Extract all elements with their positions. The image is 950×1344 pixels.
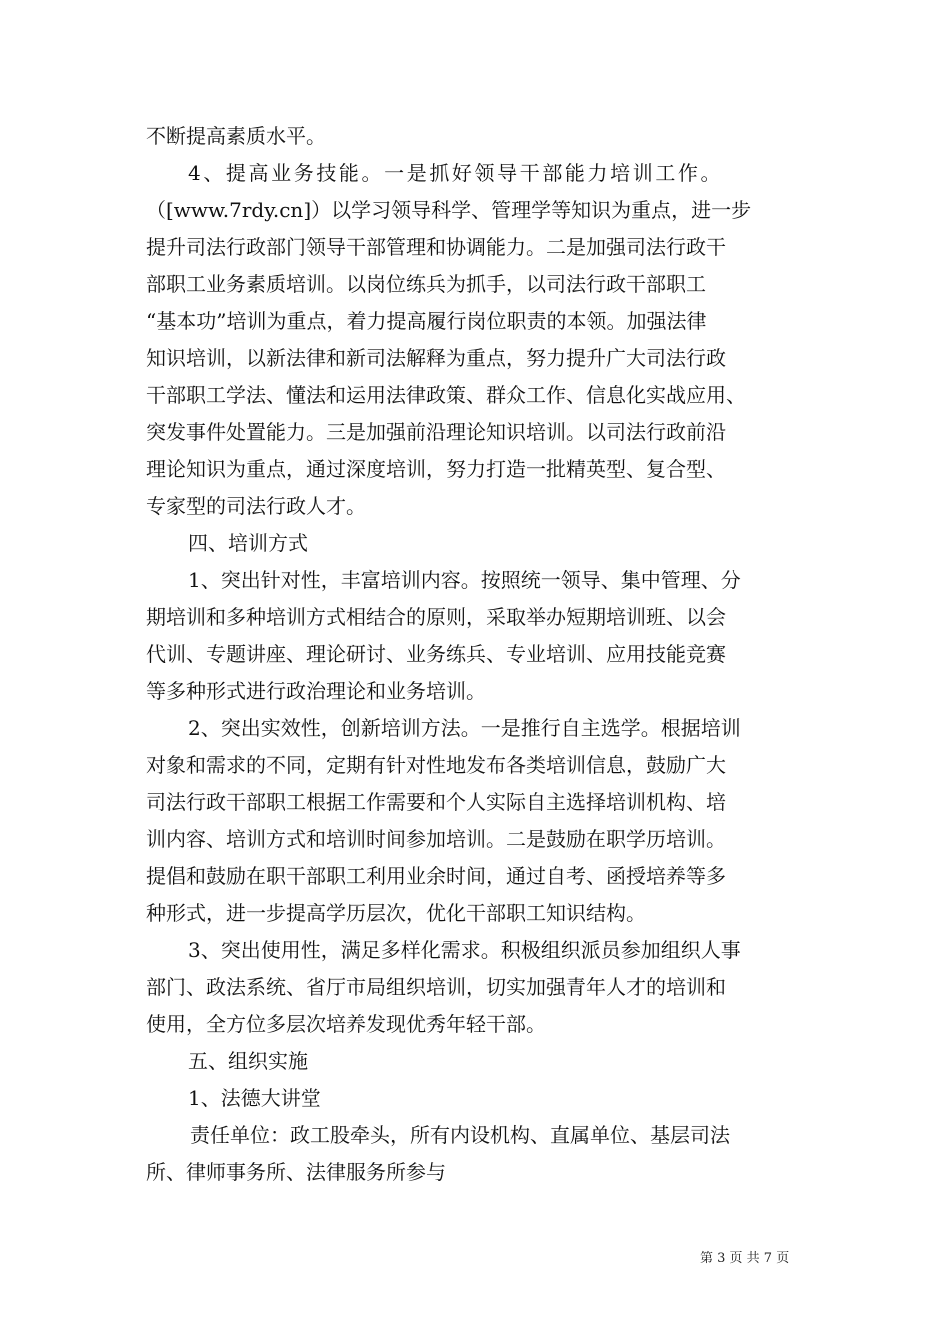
text-line: 理论知识为重点，通过深度培训，努力打造一批精英型、复合型、 xyxy=(146,457,726,481)
text-line: 训内容、培训方式和培训时间参加培训。二是鼓励在职学历培训。 xyxy=(146,827,726,851)
text-line: 部职工业务素质培训。以岗位练兵为抓手，以司法行政干部职工 xyxy=(146,272,706,296)
text-line: 使用，全方位多层次培养发现优秀年轻干部。 xyxy=(146,1012,546,1036)
text-line: 专家型的司法行政人才。 xyxy=(146,494,366,518)
text-line: 4、提高业务技能。一是抓好领导干部能力培训工作。 xyxy=(188,161,724,185)
text-line: 责任单位：政工股牵头，所有内设机构、直属单位、基层司法 xyxy=(190,1123,730,1147)
text-line: 知识培训，以新法律和新司法解释为重点，努力提升广大司法行政 xyxy=(146,346,726,370)
document-body xyxy=(146,118,826,1191)
text-line: 种形式，进一步提高学历层次，优化干部职工知识结构。 xyxy=(146,901,646,925)
section-heading: 五、组织实施 xyxy=(188,1049,308,1073)
text-line: 提升司法行政部门领导干部管理和协调能力。二是加强司法行政干 xyxy=(146,235,726,259)
text-line: 部门、政法系统、省厅市局组织培训，切实加强青年人才的培训和 xyxy=(146,975,726,999)
text-line: 不断提高素质水平。 xyxy=(146,124,326,148)
text-line: 3、突出使用性，满足多样化需求。积极组织派员参加组织人事 xyxy=(188,938,741,962)
text-line: 等多种形式进行政治理论和业务培训。 xyxy=(146,679,486,703)
text-line: 代训、专题讲座、理论研讨、业务练兵、专业培训、应用技能竞赛 xyxy=(146,642,726,666)
text-line: 所、律师事务所、法律服务所参与 xyxy=(146,1160,446,1184)
text-line: 2、突出实效性，创新培训方法。一是推行自主选学。根据培训 xyxy=(188,716,741,740)
text-line: 干部职工学法、懂法和运用法律政策、群众工作、信息化实战应用、 xyxy=(146,383,746,407)
text-line: 突发事件处置能力。三是加强前沿理论知识培训。以司法行政前沿 xyxy=(146,420,726,444)
text-line: （[www.7rdy.cn]）以学习领导科学、管理学等知识为重点，进一步 xyxy=(146,198,752,222)
text-line: 提倡和鼓励在职干部职工利用业余时间，通过自考、函授培养等多 xyxy=(146,864,726,888)
section-heading: 四、培训方式 xyxy=(188,531,308,555)
text-line: 1、突出针对性，丰富培训内容。按照统一领导、集中管理、分 xyxy=(188,568,741,592)
page-number: 第 3 页 共 7 页 xyxy=(700,1251,790,1266)
text-line: 司法行政干部职工根据工作需要和个人实际自主选择培训机构、培 xyxy=(146,790,726,814)
text-line: 期培训和多种培训方式相结合的原则，采取举办短期培训班、以会 xyxy=(146,605,726,629)
text-line: “基本功”培训为重点，着力提高履行岗位职责的本领。加强法律 xyxy=(146,309,707,333)
text-line: 对象和需求的不同，定期有针对性地发布各类培训信息，鼓励广大 xyxy=(146,753,726,777)
subsection-heading: 1、法德大讲堂 xyxy=(188,1086,321,1110)
